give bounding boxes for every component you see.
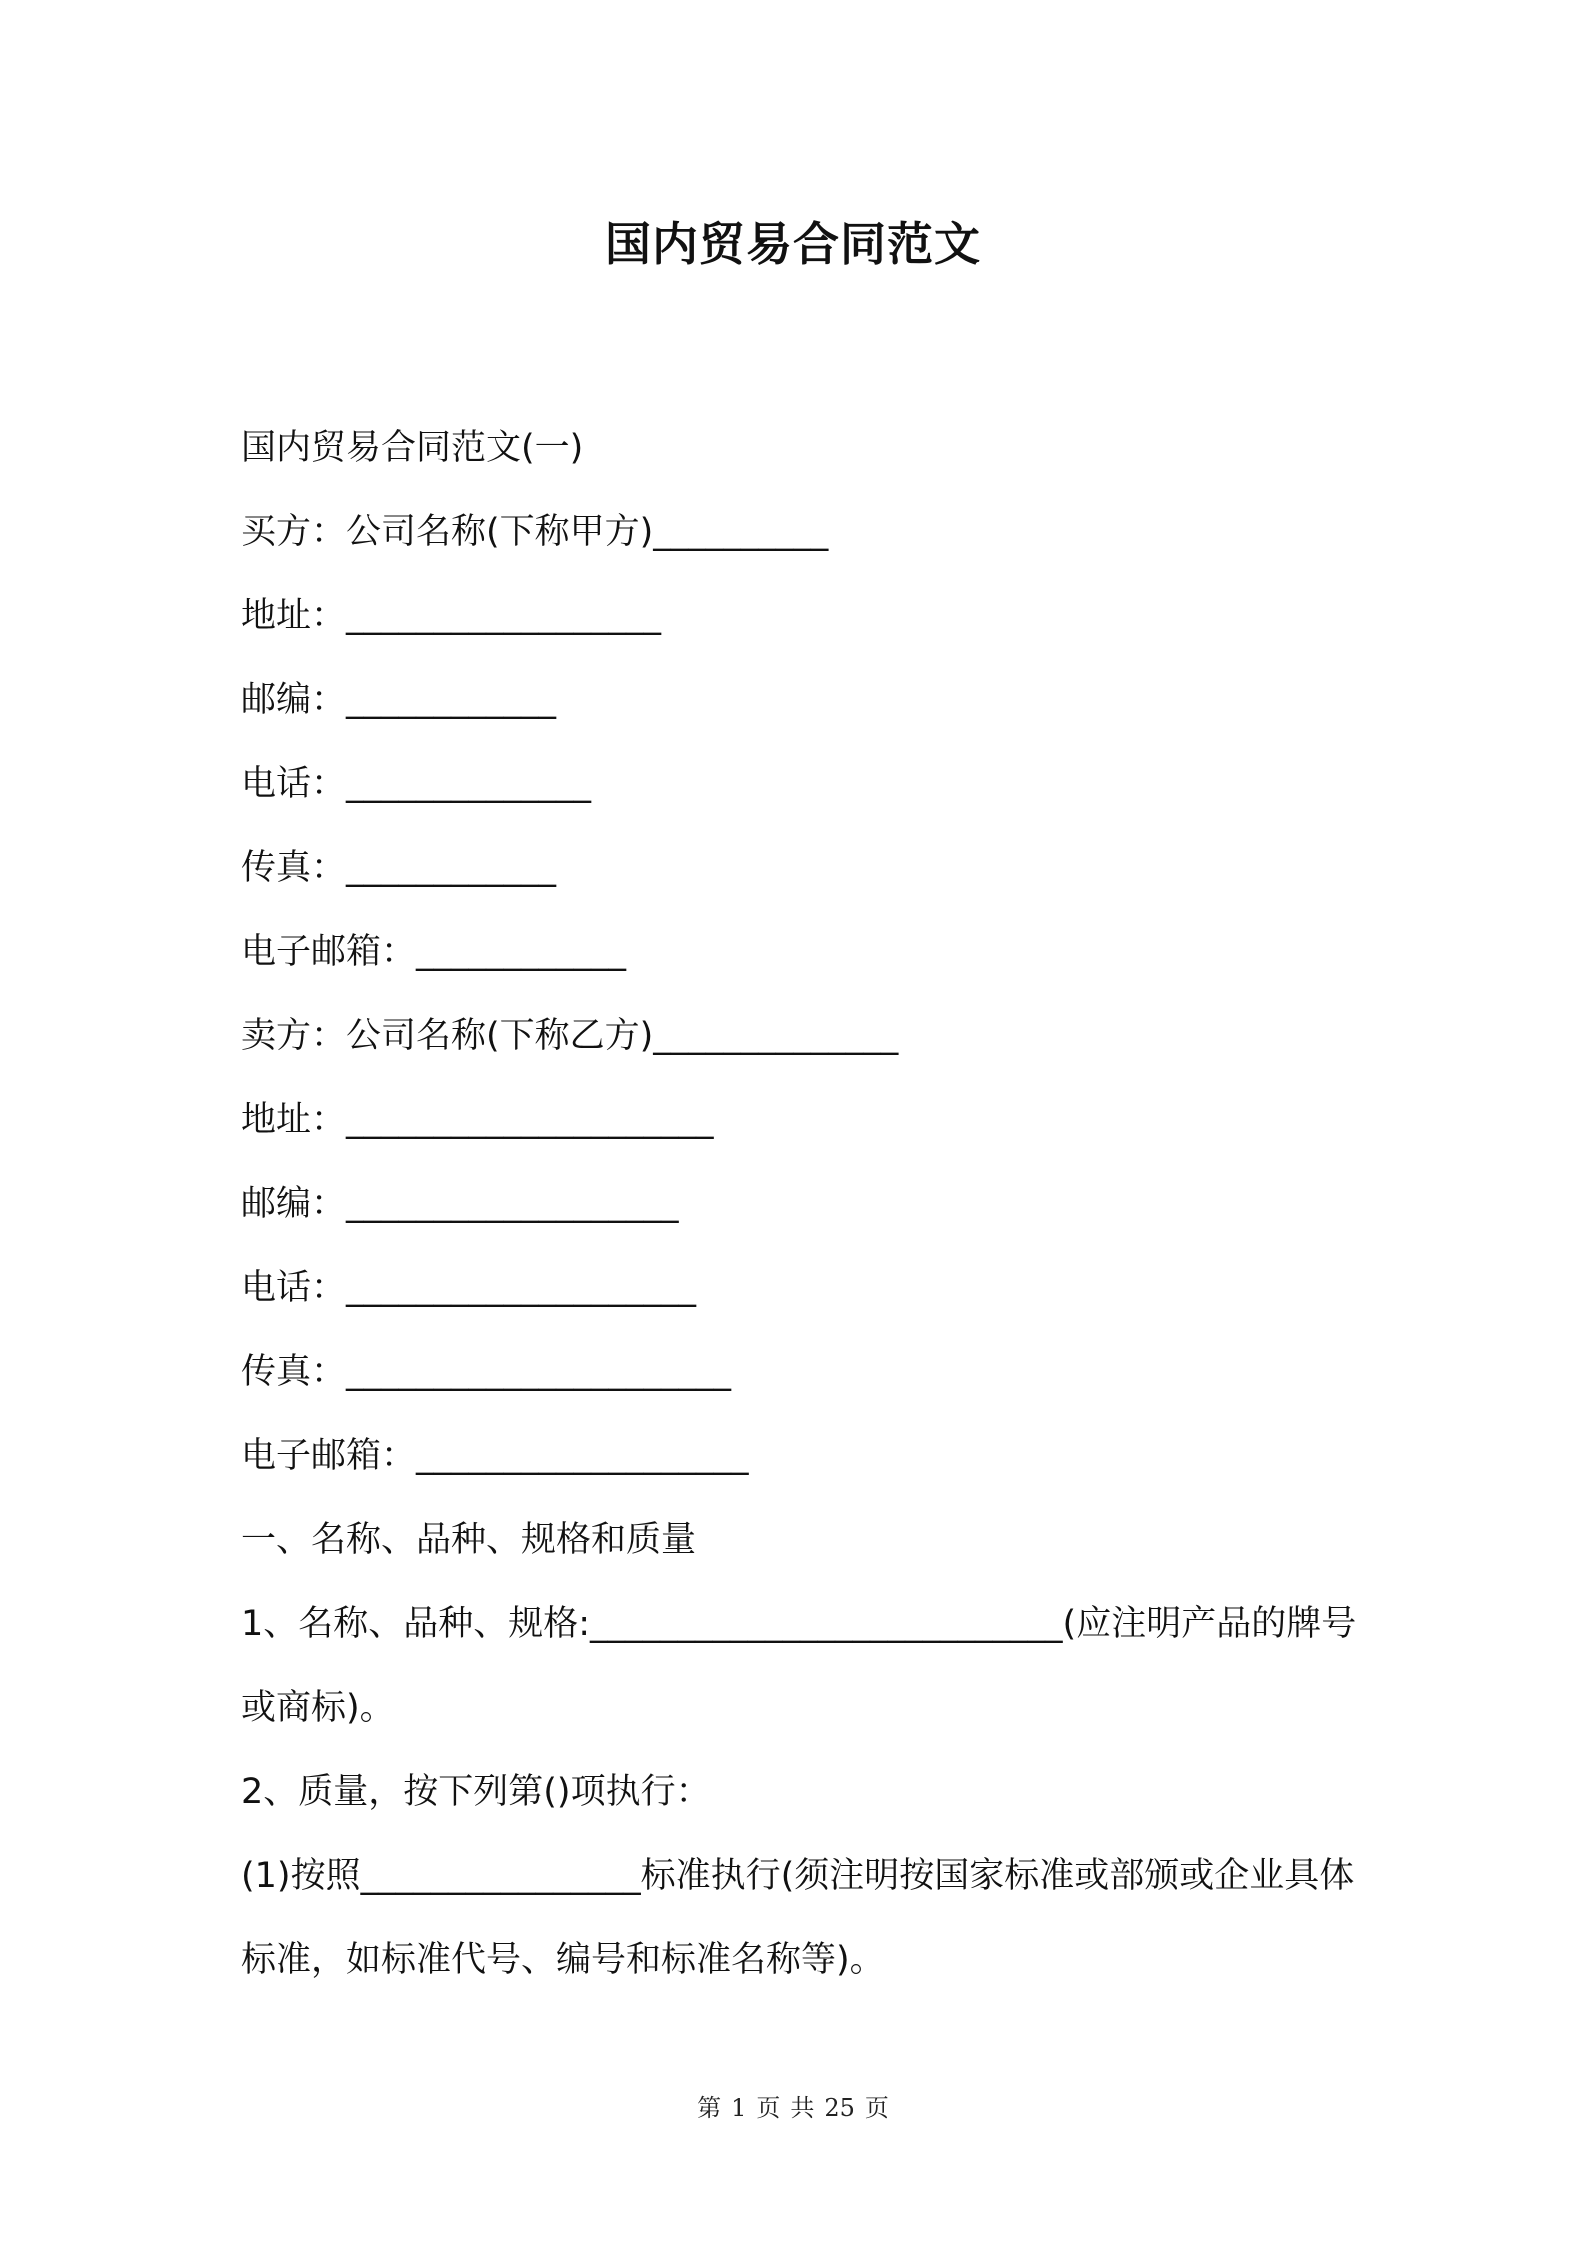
footer-total-pages: 25 (824, 2094, 855, 2122)
document-body (241, 406, 1361, 2002)
clause-1-paragraph: 1、名称、品种、规格:___________________________(应注明产品的牌号或商标)。 (241, 1604, 1357, 1728)
footer-label-ye: 页 (756, 2094, 781, 2122)
buyer-address-line: 地址：__________________ (241, 596, 662, 636)
seller-postcode-line: 邮编：___________________ (241, 1184, 679, 1224)
buyer-postcode-line: 邮编：____________ (241, 680, 557, 720)
footer-current-page: 1 (731, 2094, 747, 2122)
seller-fax-line: 传真：______________________ (241, 1352, 732, 1392)
clause-2-line: 2、质量，按下列第()项执行： (241, 1772, 711, 1812)
buyer-phone-line: 电话：______________ (241, 764, 592, 804)
footer-label-gong: 共 (790, 2094, 815, 2122)
section-heading: 国内贸易合同范文(一) (241, 428, 584, 468)
seller-email-line: 电子邮箱：___________________ (241, 1436, 749, 1476)
page-footer (0, 2090, 1586, 2126)
clause-2-1-paragraph: (1)按照________________标准执行(须注明按国家标准或部颁或企业具体标准，如标准代号、编号和标准名称等)。 (241, 1856, 1355, 1980)
buyer-email-line: 电子邮箱：____________ (241, 932, 627, 972)
seller-phone-line: 电话：____________________ (241, 1268, 697, 1308)
footer-label-ye-end: 页 (864, 2094, 889, 2122)
clause-heading: 一、名称、品种、规格和质量 (241, 1520, 697, 1560)
seller-company-line: 卖方：公司名称(下称乙方)______________ (241, 1016, 899, 1056)
buyer-fax-line: 传真：____________ (241, 848, 557, 888)
footer-label-di: 第 (697, 2094, 722, 2122)
buyer-company-line: 买方：公司名称(下称甲方)__________ (241, 512, 829, 552)
document-title: 国内贸易合同范文 (605, 217, 981, 271)
seller-address-line: 地址：_____________________ (241, 1100, 714, 1140)
